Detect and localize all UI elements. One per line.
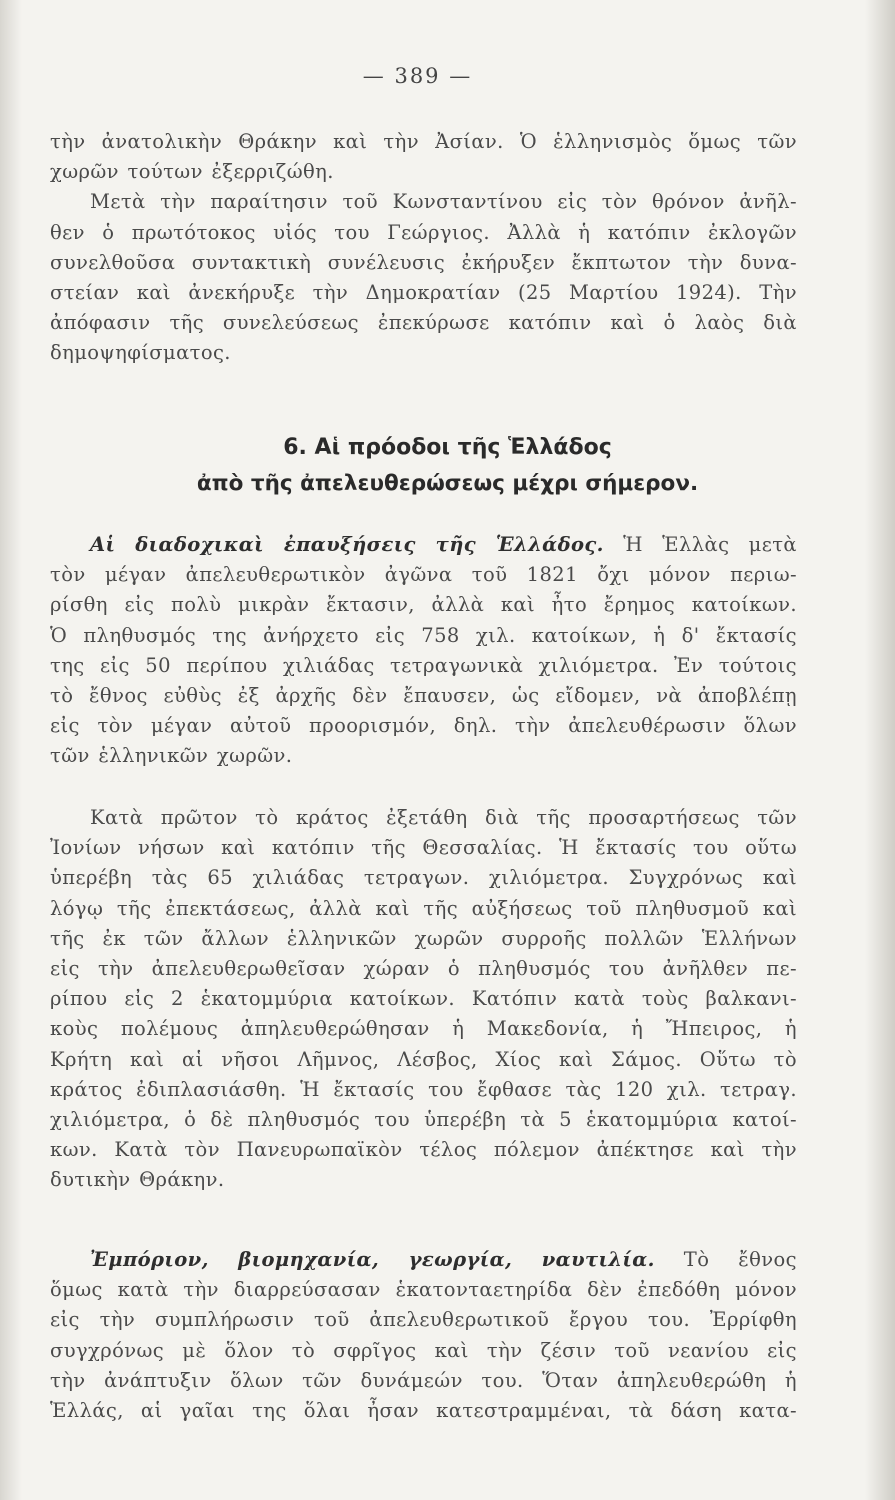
text-line: Κρήτη καὶ αἱ νῆσοι Λῆμνος, Λέσβος, Χίος καὶ Σάμος. Οὕτω τὸ [50, 1047, 797, 1071]
text-line: κοὺς πολέμους ἀπηλευθερώθησαν ἡ Μακεδονία, ἡ Ἤπειρος, ἡ [50, 1017, 797, 1041]
text-line: εἰς τὸν μέγαν αὐτοῦ προορισμόν, δηλ. τὴν ἀπελευθέρωσιν ὅλων [50, 714, 797, 738]
text-line: συγχρόνως μὲ ὅλον τὸ σφρῖγος καὶ τὴν ζέσιν τοῦ νεανίου εἰς [50, 1338, 797, 1362]
text-line: εἰς τὴν ἀπελευθερωθεῖσαν χώραν ὁ πληθυσμός του ἀνῆλθεν πε- [50, 957, 797, 981]
section-title-line1: 6. Αἱ πρόοδοι τῆς Ἑλλάδος [283, 435, 612, 460]
text-line [50, 530, 797, 560]
section-title-line2: ἀπὸ τῆς ἀπελευθερώσεως μέχρι σήμερον. [196, 471, 699, 496]
text-line: τὴν ἀνάπτυξιν ὅλων τῶν δυνάμεών του. Ὅταν ἀπηλευθερώθη ἡ [50, 1368, 797, 1392]
text-line: κράτος ἐδιπλασιάσθη. Ἡ ἔκτασίς του ἔφθασε τὰς 120 χιλ. τετραγ. [50, 1077, 797, 1101]
text-line: χιλιόμετρα, ὁ δὲ πληθυσμός του ὑπερέβη τὰ 5 ἑκατομμύρια κατοί- [50, 1108, 797, 1132]
text-line: ὑπερέβη τὰς 65 χιλιάδας τετραγων. χιλιόμετρα. Συγχρόνως καὶ [50, 866, 797, 890]
text-line: δημοψηφίσματος. [50, 341, 231, 365]
text-line: τῆς ἐκ τῶν ἄλλων ἑλληνικῶν χωρῶν συρροῆς πολλῶν Ἑλλήνων [50, 926, 797, 950]
text-line: τὴν ἀνατολικὴν Θράκην καὶ τὴν Ἀσίαν. Ὁ ἑλληνισμὸς ὅμως τῶν [50, 130, 797, 153]
page-edge-shadow-left [0, 0, 22, 1500]
intro-text [50, 127, 797, 369]
text-line: Κατὰ πρῶτον τὸ κράτος ἐξετάθη διὰ τῆς προσαρτήσεως τῶν [90, 806, 797, 829]
paragraph-lead-heading: Αἱ διαδοχικαὶ ἐπαυξήσεις τῆς Ἑλλάδος. [90, 533, 604, 556]
text-line: θεν ὁ πρωτότοκος υἱός του Γεώργιος. Ἀλλὰ ἡ κατόπιν ἐκλογῶν [50, 220, 797, 244]
page-number: — 389 — [362, 64, 473, 88]
text-line: Ὁ πληθυσμός της ἀνήρχετο εἰς 758 χιλ. κατοίκων, ἡ δ' ἔκτασίς [50, 623, 797, 647]
paragraph-expansion [50, 803, 797, 1196]
text-line: τῶν ἑλληνικῶν χωρῶν. [50, 744, 293, 768]
text-line: Ἰονίων νήσων καὶ κατόπιν τῆς Θεσσαλίας. Ἡ ἔκτασίς του οὕτω [50, 836, 797, 860]
text-line: χωρῶν τούτων ἐξερριζώθη. [50, 160, 334, 184]
text-line [50, 1245, 797, 1275]
page-edge-shadow-right [865, 0, 895, 1500]
text-line: ρίσθη εἰς πολὺ μικρὰν ἔκτασιν, ἀλλὰ καὶ ἦτο ἔρημος κατοίκων. [50, 593, 797, 617]
text-fragment: Τὸ ἔθνος [654, 1248, 797, 1271]
text-line: δυτικὴν Θράκην. [50, 1168, 225, 1192]
text-line: τὸν μέγαν ἀπελευθερωτικὸν ἀγῶνα τοῦ 1821 ὄχι μόνον περιω- [50, 563, 797, 587]
text-line: τὸ ἔθνος εὐθὺς ἐξ ἀρχῆς δὲν ἔπαυσεν, ὡς εἴδομεν, νὰ ἀποβλέπῃ [50, 684, 797, 708]
text-line: εἰς τὴν συμπλήρωσιν τοῦ ἀπελευθερωτικοῦ ἔργου του. Ἐρρίφθη [50, 1308, 797, 1332]
section-heading [0, 430, 895, 502]
text-line: ρίπου εἰς 2 ἑκατομμύρια κατοίκων. Κατόπιν κατὰ τοὺς βαλκανι- [50, 987, 797, 1011]
text-line: Μετὰ τὴν παραίτησιν τοῦ Κωνσταντίνου εἰς τὸν θρόνον ἀνῆλ- [90, 190, 797, 214]
text-line: συνελθοῦσα συντακτικὴ συνέλευσις ἐκήρυξεν ἔκπτωτον τὴν δυνα- [50, 250, 797, 274]
paragraph-commerce [50, 1245, 797, 1426]
text-line: στείαν καὶ ἀνεκήρυξε τὴν Δημοκρατίαν (25 Μαρτίου 1924). Τὴν [50, 281, 797, 305]
text-line: κων. Κατὰ τὸν Πανευρωπαϊκὸν τέλος πόλεμον ἀπέκτησε καὶ τὴν [50, 1138, 797, 1162]
text-line: λόγῳ τῆς ἐπεκτάσεως, ἀλλὰ καὶ τῆς αὐξήσεως τοῦ πληθυσμοῦ καὶ [50, 896, 797, 920]
text-line: ὅμως κατὰ τὴν διαρρεύσασαν ἑκατονταετηρίδα δὲν ἐπεδόθη μόνον [50, 1278, 797, 1302]
text-line: της εἰς 50 περίπου χιλιάδας τετραγωνικὰ χιλιόμετρα. Ἐν τούτοις [50, 653, 797, 677]
text-fragment: Ἡ Ἑλλὰς μετὰ [603, 533, 797, 556]
paragraph-increases [50, 530, 797, 772]
paragraph-lead-heading: Ἐμπόριον, βιομηχανία, γεωργία, ναυτιλία. [90, 1248, 655, 1271]
text-line: Ἑλλάς, αἱ γαῖαι της ὅλαι ἦσαν κατεστραμμέναι, τὰ δάση κατα- [50, 1399, 797, 1423]
text-line: ἀπόφασιν τῆς συνελεύσεως ἐπεκύρωσε κατόπιν καὶ ὁ λαὸς διὰ [50, 311, 797, 335]
